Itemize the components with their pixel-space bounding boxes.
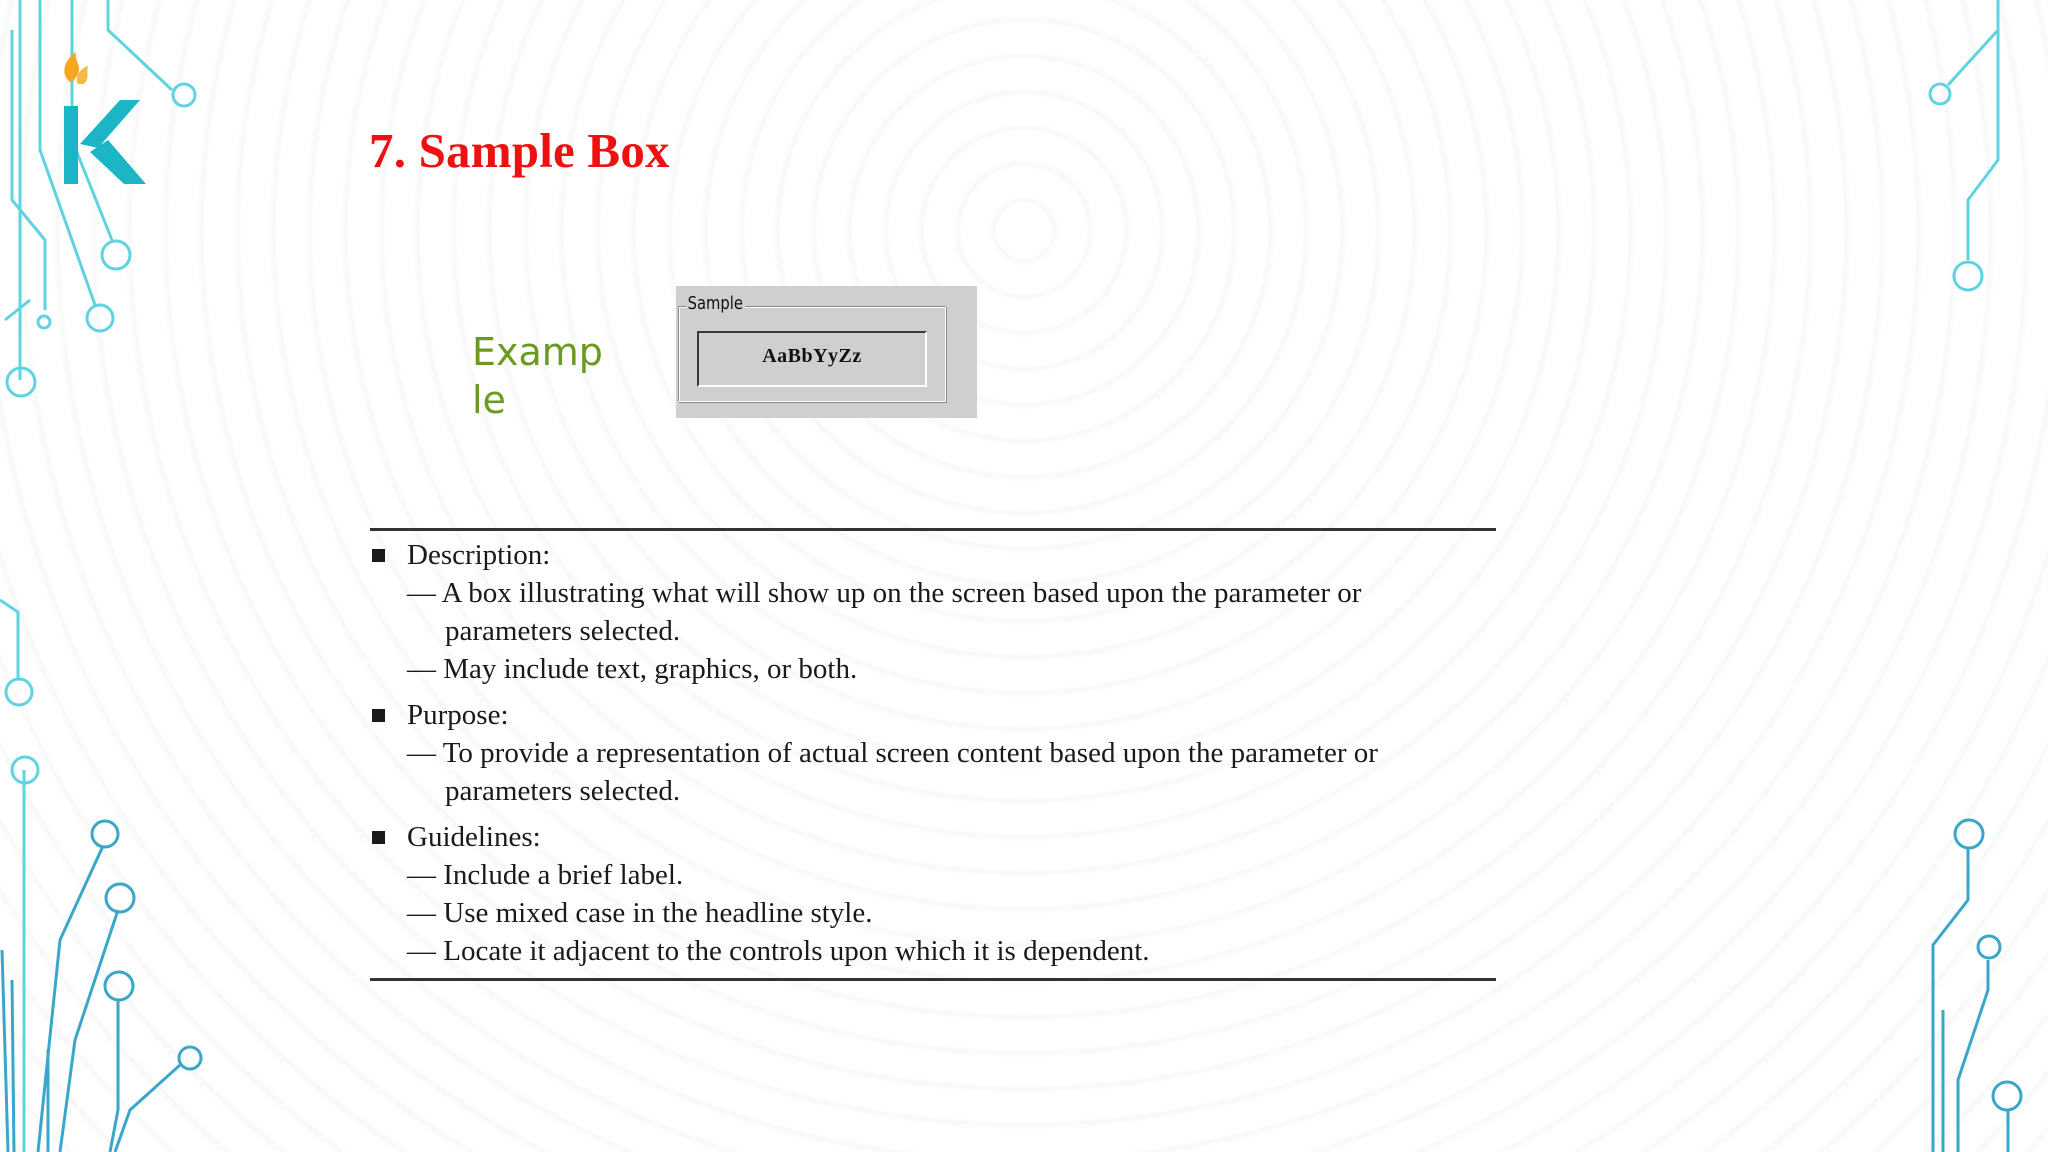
description-item: — May include text, graphics, or both. xyxy=(407,653,858,685)
example-label: Example xyxy=(472,330,603,422)
description-item: parameters selected. xyxy=(445,615,681,647)
purpose-item: — To provide a representation of actual screen content based upon the parameter or xyxy=(407,737,1378,769)
bullet-description xyxy=(372,549,385,562)
guidelines-item: — Use mixed case in the headline style. xyxy=(407,897,873,929)
circuit-decoration-right xyxy=(1928,0,2048,1152)
section-heading-description: Description: xyxy=(407,539,551,571)
guidelines-item: — Include a brief label. xyxy=(407,859,684,891)
purpose-item: parameters selected. xyxy=(445,775,681,807)
bullet-purpose xyxy=(372,709,385,722)
bottom-rule-divider xyxy=(370,978,1496,981)
description-item: — A box illustrating what will show up on the screen based upon the parameter or xyxy=(407,577,1362,609)
top-rule-divider xyxy=(370,528,1496,531)
guidelines-item: — Locate it adjacent to the controls upon which it is dependent. xyxy=(407,935,1150,967)
section-heading-purpose: Purpose: xyxy=(407,699,509,731)
sample-groupbox-legend: Sample xyxy=(687,293,743,314)
bullet-guidelines xyxy=(372,831,385,844)
slide-title: 7. Sample Box xyxy=(369,123,670,178)
k-logo-icon xyxy=(50,44,150,184)
section-heading-guidelines: Guidelines: xyxy=(407,821,541,853)
sample-preview-text: AaBbYyZz xyxy=(762,345,862,367)
